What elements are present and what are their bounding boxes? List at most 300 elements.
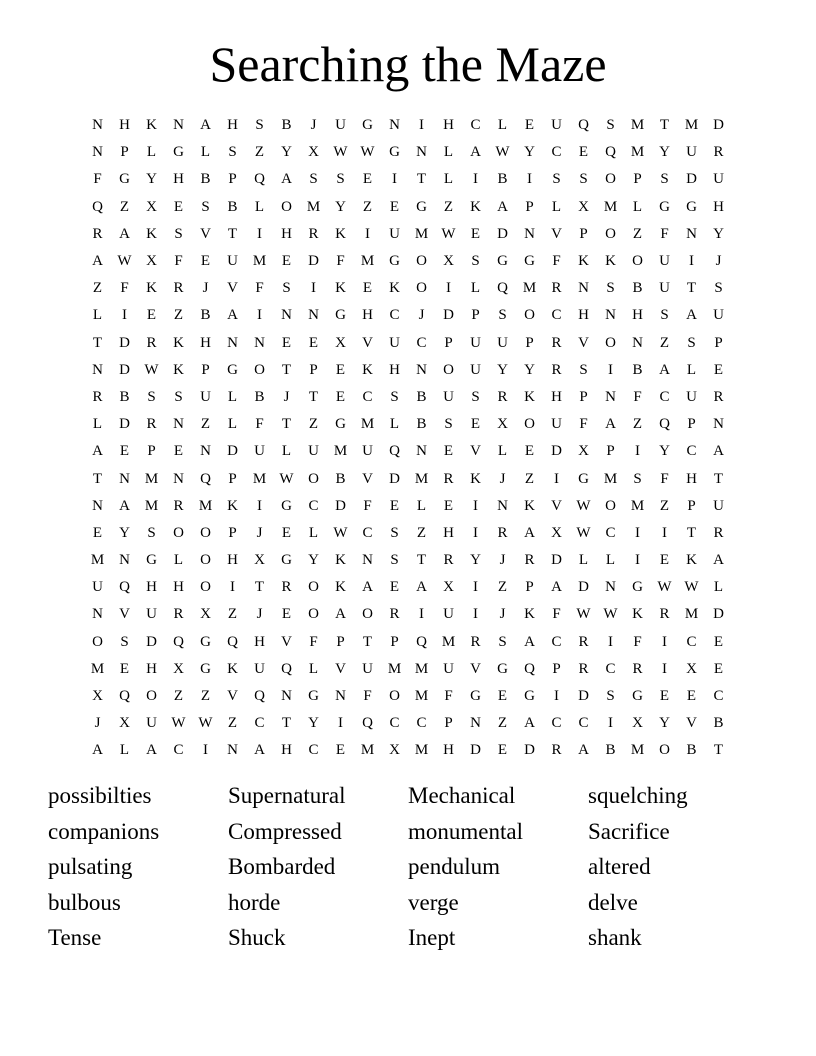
grid-letter[interactable]: M [90, 552, 105, 569]
grid-letter[interactable]: C [416, 715, 427, 732]
grid-letter[interactable]: A [92, 253, 103, 270]
grid-letter[interactable]: D [119, 416, 130, 433]
grid-letter[interactable]: G [227, 361, 238, 378]
grid-letter[interactable]: U [659, 280, 670, 297]
grid-letter[interactable]: P [552, 660, 561, 677]
grid-letter[interactable]: E [362, 280, 373, 297]
grid-letter[interactable]: N [254, 334, 265, 351]
grid-letter[interactable]: X [389, 742, 400, 759]
grid-letter[interactable]: G [200, 660, 211, 677]
grid-letter[interactable]: B [605, 742, 616, 759]
grid-letter[interactable]: U [254, 443, 265, 460]
grid-letter[interactable]: F [363, 688, 372, 705]
grid-letter[interactable]: I [257, 307, 262, 324]
grid-letter[interactable]: M [414, 688, 429, 705]
grid-letter[interactable]: G [146, 552, 157, 569]
grid-letter[interactable]: C [308, 497, 319, 514]
grid-letter[interactable]: W [198, 715, 213, 732]
grid-letter[interactable]: C [389, 715, 400, 732]
grid-letter[interactable]: U [686, 144, 697, 161]
grid-letter[interactable]: N [119, 470, 130, 487]
grid-letter[interactable]: I [689, 253, 694, 270]
grid-letter[interactable]: I [635, 524, 640, 541]
grid-letter[interactable]: F [174, 253, 183, 270]
grid-letter[interactable]: K [335, 280, 346, 297]
grid-letter[interactable]: Q [200, 470, 211, 487]
grid-letter[interactable]: G [281, 552, 292, 569]
grid-letter[interactable]: O [416, 280, 427, 297]
grid-letter[interactable]: P [444, 334, 453, 351]
grid-letter[interactable]: S [174, 225, 183, 242]
grid-letter[interactable]: G [119, 171, 130, 188]
grid-letter[interactable]: C [605, 660, 616, 677]
grid-letter[interactable]: M [414, 742, 429, 759]
grid-letter[interactable]: U [335, 117, 346, 134]
grid-letter[interactable]: Z [227, 606, 238, 623]
grid-letter[interactable]: S [687, 334, 696, 351]
grid-letter[interactable]: R [578, 660, 589, 677]
grid-letter[interactable]: Q [578, 117, 589, 134]
grid-letter[interactable]: G [659, 198, 670, 215]
grid-letter[interactable]: X [335, 334, 346, 351]
grid-letter[interactable]: G [335, 307, 346, 324]
grid-letter[interactable]: T [227, 225, 238, 242]
grid-letter[interactable]: N [119, 552, 130, 569]
grid-letter[interactable]: P [228, 470, 237, 487]
grid-letter[interactable]: R [713, 388, 724, 405]
grid-letter[interactable]: D [227, 443, 238, 460]
grid-letter[interactable]: S [606, 688, 615, 705]
grid-letter[interactable]: R [659, 606, 670, 623]
grid-letter[interactable]: Z [632, 416, 643, 433]
grid-letter[interactable]: T [308, 388, 319, 405]
grid-letter[interactable]: B [281, 117, 292, 134]
grid-letter[interactable]: S [390, 388, 399, 405]
grid-letter[interactable]: Y [308, 552, 319, 569]
grid-letter[interactable]: Q [524, 660, 535, 677]
grid-letter[interactable]: H [713, 198, 724, 215]
grid-letter[interactable]: L [173, 552, 184, 569]
grid-letter[interactable]: G [497, 660, 508, 677]
grid-letter[interactable]: F [444, 688, 453, 705]
grid-letter[interactable]: M [144, 497, 159, 514]
grid-letter[interactable]: K [362, 361, 373, 378]
grid-letter[interactable]: A [281, 171, 292, 188]
grid-letter[interactable]: K [686, 552, 697, 569]
grid-letter[interactable]: Z [308, 416, 319, 433]
grid-letter[interactable]: X [578, 198, 589, 215]
grid-letter[interactable]: M [441, 633, 456, 650]
grid-letter[interactable]: E [713, 660, 724, 677]
grid-letter[interactable]: K [146, 117, 157, 134]
grid-letter[interactable]: E [659, 552, 670, 569]
grid-letter[interactable]: V [470, 660, 481, 677]
grid-letter[interactable]: U [686, 388, 697, 405]
grid-letter[interactable]: T [254, 579, 265, 596]
grid-letter[interactable]: I [473, 524, 478, 541]
grid-letter[interactable]: E [308, 334, 319, 351]
grid-letter[interactable]: E [119, 660, 130, 677]
grid-letter[interactable]: V [335, 660, 346, 677]
grid-letter[interactable]: O [308, 579, 319, 596]
grid-letter[interactable]: W [576, 497, 591, 514]
grid-letter[interactable]: R [551, 334, 562, 351]
grid-letter[interactable]: F [336, 253, 345, 270]
grid-letter[interactable]: J [256, 606, 263, 623]
grid-letter[interactable]: I [122, 307, 127, 324]
grid-letter[interactable]: K [227, 497, 238, 514]
grid-letter[interactable]: R [551, 742, 562, 759]
grid-letter[interactable]: X [443, 579, 454, 596]
grid-letter[interactable]: F [120, 280, 129, 297]
grid-letter[interactable]: P [633, 171, 642, 188]
grid-letter[interactable]: Q [659, 416, 670, 433]
grid-letter[interactable]: L [470, 280, 481, 297]
grid-letter[interactable]: A [524, 715, 535, 732]
grid-letter[interactable]: P [201, 361, 210, 378]
grid-letter[interactable]: S [444, 416, 453, 433]
grid-letter[interactable]: I [662, 524, 667, 541]
grid-letter[interactable]: N [92, 497, 103, 514]
grid-letter[interactable]: I [473, 497, 478, 514]
grid-letter[interactable]: T [281, 361, 292, 378]
grid-letter[interactable]: A [524, 633, 535, 650]
grid-letter[interactable]: R [470, 633, 481, 650]
grid-letter[interactable]: V [119, 606, 130, 623]
grid-letter[interactable]: C [551, 633, 562, 650]
grid-letter[interactable]: Y [497, 361, 508, 378]
grid-letter[interactable]: R [551, 280, 562, 297]
grid-letter[interactable]: K [389, 280, 400, 297]
grid-letter[interactable]: Y [524, 361, 535, 378]
grid-letter[interactable]: L [497, 443, 508, 460]
grid-letter[interactable]: Y [335, 198, 346, 215]
grid-letter[interactable]: K [335, 552, 346, 569]
grid-letter[interactable]: O [200, 524, 211, 541]
grid-letter[interactable]: S [579, 361, 588, 378]
grid-letter[interactable]: S [660, 171, 669, 188]
grid-letter[interactable]: V [281, 633, 292, 650]
grid-letter[interactable]: E [443, 497, 454, 514]
grid-letter[interactable]: S [471, 388, 480, 405]
grid-letter[interactable]: G [524, 688, 535, 705]
grid-letter[interactable]: I [365, 225, 370, 242]
grid-letter[interactable]: W [279, 470, 294, 487]
grid-letter[interactable]: U [362, 660, 373, 677]
grid-letter[interactable]: H [686, 470, 697, 487]
grid-letter[interactable]: X [146, 253, 157, 270]
grid-letter[interactable]: W [360, 144, 375, 161]
grid-letter[interactable]: O [524, 307, 535, 324]
grid-letter[interactable]: M [630, 497, 645, 514]
grid-letter[interactable]: H [443, 524, 454, 541]
grid-letter[interactable]: U [713, 497, 724, 514]
grid-letter[interactable]: S [282, 280, 291, 297]
grid-letter[interactable]: S [147, 388, 156, 405]
grid-letter[interactable]: G [632, 579, 643, 596]
grid-letter[interactable]: P [120, 144, 129, 161]
grid-letter[interactable]: X [254, 552, 265, 569]
grid-letter[interactable]: R [713, 144, 724, 161]
grid-letter[interactable]: L [605, 552, 616, 569]
grid-letter[interactable]: D [686, 171, 697, 188]
grid-letter[interactable]: J [283, 388, 290, 405]
grid-letter[interactable]: H [227, 117, 238, 134]
grid-letter[interactable]: R [713, 524, 724, 541]
grid-letter[interactable]: A [200, 117, 211, 134]
grid-letter[interactable]: A [119, 497, 130, 514]
grid-letter[interactable]: R [173, 497, 184, 514]
grid-letter[interactable]: H [443, 742, 454, 759]
grid-letter[interactable]: L [92, 307, 103, 324]
grid-letter[interactable]: H [578, 307, 589, 324]
grid-letter[interactable]: R [443, 470, 454, 487]
grid-letter[interactable]: I [473, 606, 478, 623]
grid-letter[interactable]: B [227, 198, 238, 215]
grid-letter[interactable]: B [632, 361, 643, 378]
grid-letter[interactable]: L [578, 552, 589, 569]
grid-letter[interactable]: L [227, 388, 238, 405]
grid-letter[interactable]: O [200, 552, 211, 569]
grid-letter[interactable]: K [632, 606, 643, 623]
grid-letter[interactable]: E [389, 198, 400, 215]
grid-letter[interactable]: L [92, 416, 103, 433]
grid-letter[interactable]: U [200, 388, 211, 405]
grid-letter[interactable]: S [147, 524, 156, 541]
grid-letter[interactable]: L [200, 144, 211, 161]
grid-letter[interactable]: P [228, 171, 237, 188]
grid-letter[interactable]: G [335, 416, 346, 433]
grid-letter[interactable]: Y [659, 443, 670, 460]
grid-letter[interactable]: I [554, 470, 559, 487]
grid-letter[interactable]: E [362, 171, 373, 188]
grid-letter[interactable]: Y [713, 225, 724, 242]
grid-letter[interactable]: P [147, 443, 156, 460]
grid-letter[interactable]: Q [362, 715, 373, 732]
grid-letter[interactable]: A [578, 742, 589, 759]
grid-letter[interactable]: M [252, 253, 267, 270]
grid-letter[interactable]: U [443, 606, 454, 623]
grid-letter[interactable]: K [470, 198, 481, 215]
grid-letter[interactable]: Q [254, 171, 265, 188]
grid-letter[interactable]: K [173, 361, 184, 378]
grid-letter[interactable]: Z [92, 280, 103, 297]
grid-letter[interactable]: A [146, 742, 157, 759]
grid-letter[interactable]: B [254, 388, 265, 405]
grid-letter[interactable]: Z [254, 144, 265, 161]
grid-letter[interactable]: P [309, 361, 318, 378]
grid-letter[interactable]: J [499, 606, 506, 623]
grid-letter[interactable]: U [497, 334, 508, 351]
grid-letter[interactable]: X [308, 144, 319, 161]
grid-letter[interactable]: H [119, 117, 130, 134]
grid-letter[interactable]: F [633, 633, 642, 650]
grid-letter[interactable]: Z [524, 470, 535, 487]
grid-letter[interactable]: C [470, 117, 481, 134]
grid-letter[interactable]: I [635, 552, 640, 569]
grid-letter[interactable]: N [92, 117, 103, 134]
grid-letter[interactable]: H [254, 633, 265, 650]
grid-letter[interactable]: O [254, 361, 265, 378]
grid-letter[interactable]: B [119, 388, 130, 405]
grid-letter[interactable]: B [200, 171, 211, 188]
grid-letter[interactable]: D [308, 253, 319, 270]
grid-letter[interactable]: F [579, 416, 588, 433]
grid-letter[interactable]: S [714, 280, 723, 297]
grid-letter[interactable]: L [416, 497, 427, 514]
grid-letter[interactable]: Z [200, 688, 211, 705]
grid-letter[interactable]: O [308, 470, 319, 487]
grid-letter[interactable]: Z [632, 225, 643, 242]
grid-letter[interactable]: D [335, 497, 346, 514]
grid-letter[interactable]: K [524, 497, 535, 514]
grid-letter[interactable]: N [92, 606, 103, 623]
grid-letter[interactable]: G [578, 470, 589, 487]
grid-letter[interactable]: B [200, 307, 211, 324]
grid-letter[interactable]: N [470, 715, 481, 732]
grid-letter[interactable]: T [416, 552, 427, 569]
grid-letter[interactable]: X [119, 715, 130, 732]
grid-letter[interactable]: U [254, 660, 265, 677]
grid-letter[interactable]: R [308, 225, 319, 242]
grid-letter[interactable]: C [686, 443, 697, 460]
grid-letter[interactable]: I [662, 633, 667, 650]
grid-letter[interactable]: N [227, 742, 238, 759]
grid-letter[interactable]: M [684, 606, 699, 623]
grid-letter[interactable]: W [441, 225, 456, 242]
grid-letter[interactable]: F [660, 225, 669, 242]
grid-letter[interactable]: K [524, 606, 535, 623]
grid-letter[interactable]: C [605, 524, 616, 541]
grid-letter[interactable]: A [92, 443, 103, 460]
grid-letter[interactable]: C [551, 144, 562, 161]
grid-letter[interactable]: N [362, 552, 373, 569]
grid-letter[interactable]: T [281, 416, 292, 433]
grid-letter[interactable]: E [524, 117, 535, 134]
grid-letter[interactable]: R [92, 225, 103, 242]
grid-letter[interactable]: G [389, 253, 400, 270]
grid-letter[interactable]: S [228, 144, 237, 161]
grid-letter[interactable]: N [605, 307, 616, 324]
grid-letter[interactable]: C [416, 334, 427, 351]
grid-letter[interactable]: K [335, 579, 346, 596]
grid-letter[interactable]: E [335, 388, 346, 405]
grid-letter[interactable]: R [173, 606, 184, 623]
grid-letter[interactable]: U [227, 253, 238, 270]
grid-letter[interactable]: J [310, 117, 317, 134]
grid-letter[interactable]: K [470, 470, 481, 487]
grid-letter[interactable]: D [119, 334, 130, 351]
grid-letter[interactable]: K [173, 334, 184, 351]
grid-letter[interactable]: I [608, 715, 613, 732]
grid-letter[interactable]: T [713, 742, 724, 759]
grid-letter[interactable]: V [470, 443, 481, 460]
grid-letter[interactable]: I [230, 579, 235, 596]
grid-letter[interactable]: L [308, 660, 319, 677]
grid-letter[interactable]: E [146, 307, 157, 324]
grid-letter[interactable]: K [227, 660, 238, 677]
grid-letter[interactable]: B [713, 715, 724, 732]
grid-letter[interactable]: I [527, 171, 532, 188]
grid-letter[interactable]: J [418, 307, 425, 324]
grid-letter[interactable]: S [390, 524, 399, 541]
grid-letter[interactable]: K [524, 388, 535, 405]
grid-letter[interactable]: A [335, 606, 346, 623]
grid-letter[interactable]: M [414, 225, 429, 242]
grid-letter[interactable]: D [443, 307, 454, 324]
grid-letter[interactable]: R [281, 579, 292, 596]
grid-letter[interactable]: F [255, 416, 264, 433]
grid-letter[interactable]: E [281, 524, 292, 541]
grid-letter[interactable]: V [362, 334, 373, 351]
grid-letter[interactable]: T [686, 524, 697, 541]
grid-letter[interactable]: C [362, 524, 373, 541]
grid-letter[interactable]: O [308, 606, 319, 623]
grid-letter[interactable]: N [308, 307, 319, 324]
grid-letter[interactable]: S [633, 470, 642, 487]
grid-letter[interactable]: R [497, 388, 508, 405]
grid-letter[interactable]: M [603, 470, 618, 487]
grid-letter[interactable]: T [659, 117, 670, 134]
grid-letter[interactable]: U [551, 416, 562, 433]
grid-letter[interactable]: O [173, 524, 184, 541]
grid-letter[interactable]: E [119, 443, 130, 460]
grid-letter[interactable]: Y [146, 171, 157, 188]
grid-letter[interactable]: S [174, 388, 183, 405]
grid-letter[interactable]: W [603, 606, 618, 623]
grid-letter[interactable]: P [336, 633, 345, 650]
grid-letter[interactable]: I [473, 171, 478, 188]
grid-letter[interactable]: F [552, 606, 561, 623]
grid-letter[interactable]: Z [362, 198, 373, 215]
grid-letter[interactable]: P [228, 524, 237, 541]
grid-letter[interactable]: Z [173, 688, 184, 705]
grid-letter[interactable]: I [257, 225, 262, 242]
grid-letter[interactable]: G [362, 117, 373, 134]
grid-letter[interactable]: T [686, 280, 697, 297]
grid-letter[interactable]: S [471, 253, 480, 270]
grid-letter[interactable]: U [146, 715, 157, 732]
grid-letter[interactable]: H [281, 742, 292, 759]
grid-letter[interactable]: E [335, 742, 346, 759]
grid-letter[interactable]: M [630, 144, 645, 161]
grid-letter[interactable]: O [443, 361, 454, 378]
grid-letter[interactable]: I [473, 579, 478, 596]
grid-letter[interactable]: O [632, 253, 643, 270]
grid-letter[interactable]: J [256, 524, 263, 541]
grid-letter[interactable]: Y [308, 715, 319, 732]
grid-letter[interactable]: Z [659, 497, 670, 514]
grid-letter[interactable]: I [203, 742, 208, 759]
grid-letter[interactable]: K [335, 225, 346, 242]
grid-letter[interactable]: V [227, 688, 238, 705]
grid-letter[interactable]: H [200, 334, 211, 351]
grid-letter[interactable]: N [605, 579, 616, 596]
grid-letter[interactable]: R [146, 416, 157, 433]
grid-letter[interactable]: H [146, 660, 157, 677]
grid-letter[interactable]: E [713, 633, 724, 650]
grid-letter[interactable]: W [171, 715, 186, 732]
grid-letter[interactable]: W [576, 524, 591, 541]
grid-letter[interactable]: P [714, 334, 723, 351]
grid-letter[interactable]: V [578, 334, 589, 351]
grid-letter[interactable]: N [92, 144, 103, 161]
grid-letter[interactable]: X [632, 715, 643, 732]
grid-letter[interactable]: Q [605, 144, 616, 161]
grid-letter[interactable]: B [416, 416, 427, 433]
grid-letter[interactable]: P [471, 307, 480, 324]
grid-letter[interactable]: S [606, 117, 615, 134]
